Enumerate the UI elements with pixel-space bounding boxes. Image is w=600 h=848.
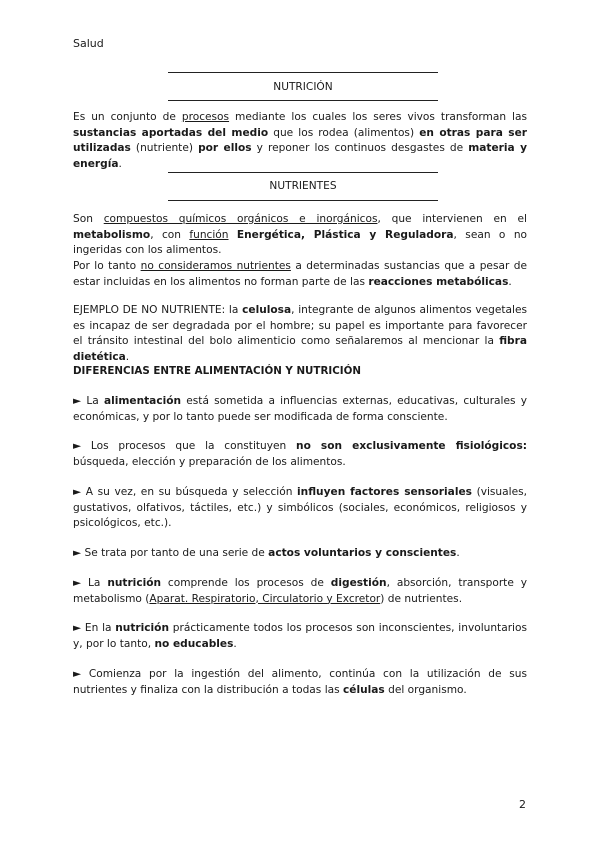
paragraph-ejemplo-celulosa: EJEMPLO DE NO NUTRIENTE: la celulosa, integrante de algunos alimentos vegetales es incapaz de ser degradada por el hombre; su papel es importante para favorecer el tránsito intestinal del bolo alimenticio como señalaremos al mencionar la fibra dietética.: [73, 304, 528, 363]
heading-diferencias: DIFERENCIAS ENTRE ALIMENTACIÓN Y NUTRICIÓN: [73, 365, 361, 377]
top-rule-nutrientes: [168, 172, 438, 173]
bullet-nutricion-procesos: ► La nutrición comprende los procesos de digestión, absorción, transporte y metabolismo (Aparat. Respiratorio, Circulatorio y Excretor) de nutrientes.: [73, 577, 527, 605]
bullet-actos-voluntarios: ► Se trata por tanto de una serie de actos voluntarios y conscientes.: [73, 547, 460, 559]
section-title-nutrientes: NUTRIENTES: [269, 180, 337, 192]
page-header: Salud: [73, 37, 104, 50]
paragraph-no-nutrientes: Por lo tanto no consideramos nutrientes a determinadas sustancias que a pesar de estar incluidas en los alimentos no forman parte de las reacciones metabólicas.: [73, 260, 527, 288]
section-title-nutricion: NUTRICIÓN: [273, 81, 333, 93]
paragraph-nutrientes-definition: Son compuestos químicos orgánicos e inorgánicos, que intervienen en el metabolismo, con función Energética, Plástica y Reguladora, sean o no ingeridas con los alimentos.: [73, 213, 528, 256]
page-number: 2: [519, 798, 526, 811]
top-rule-nutricion: [168, 72, 438, 73]
bullet-procesos: ► Los procesos que la constituyen no son exclusivamente fisiológicos: búsqueda, elección y preparación de los alimentos.: [73, 440, 527, 468]
bullet-ingestion: ► Comienza por la ingestión del alimento, continúa con la utilización de sus nutrientes y finaliza con la distribución a todas las células del organismo.: [73, 668, 527, 696]
bottom-rule-nutrientes: [168, 200, 438, 201]
bullet-no-educables: ► En la nutrición prácticamente todos los procesos son inconscientes, involuntarios y, por lo tanto, no educables.: [73, 622, 528, 650]
bullet-factores-sensoriales: ► A su vez, en su búsqueda y selección influyen factores sensoriales (visuales, gustativos, olfativos, táctiles, etc.) y simbólicos (sociales, económicos, religiosos y psicológicos, etc.).: [73, 486, 527, 529]
bottom-rule-nutricion: [168, 100, 438, 101]
paragraph-nutricion-definition: Es un conjunto de procesos mediante los cuales los seres vivos transforman las sustancias aportadas del medio que los rodea (alimentos) en otras para ser utilizadas (nutriente) por ellos y reponer los continuos desgastes de materia y energía.: [73, 111, 527, 170]
bullet-alimentacion: ► La alimentación está sometida a influencias externas, educativas, culturales y económicas, y por lo tanto puede ser modificada de forma consciente.: [73, 395, 527, 423]
